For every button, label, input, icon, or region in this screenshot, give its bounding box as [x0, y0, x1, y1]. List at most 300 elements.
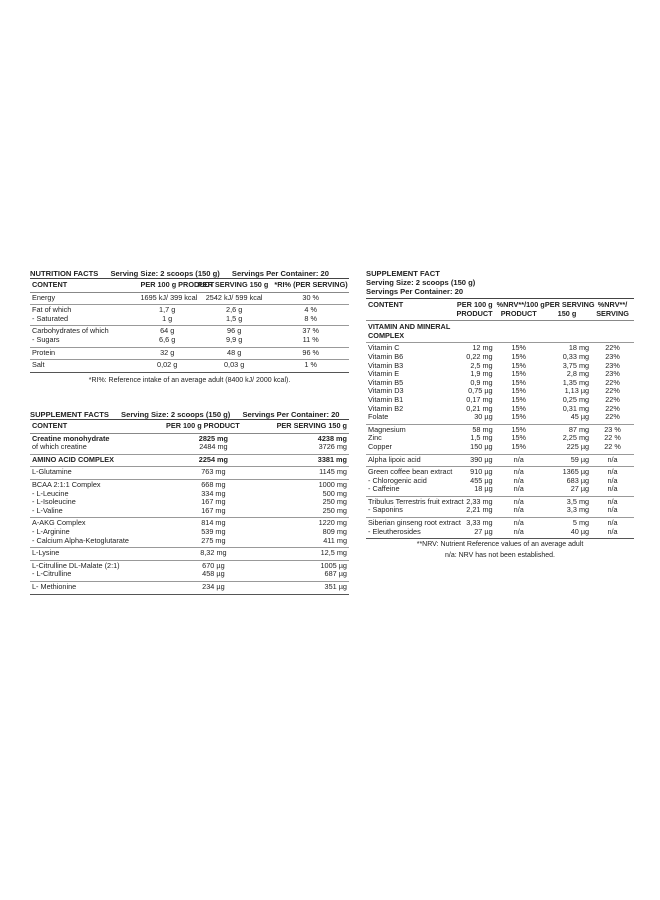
col-ri: *RI% (PER SERVING) [272, 279, 349, 293]
cell-line: 96 % [302, 347, 320, 357]
table-row [366, 518, 634, 539]
cell-line: 18 mg [568, 343, 590, 353]
cell-line: 22% [605, 403, 620, 413]
supplement-fact-table [366, 298, 634, 539]
cell-line: 3,33 mg [466, 518, 493, 528]
col-per-serving: PER SERVING 150 g [263, 420, 349, 434]
cell-line: Alpha lipoic acid [368, 454, 421, 464]
table-cell [30, 560, 164, 581]
table-cell [30, 454, 164, 467]
cell-line: 27 µg [570, 484, 590, 494]
section-title-line-2: COMPLEX [368, 330, 405, 340]
table-cell [196, 326, 273, 347]
cell-line: 37 % [302, 326, 320, 336]
cell-line: 15% [511, 441, 527, 451]
col-per-serving: PER SERVING 150 g [543, 299, 591, 321]
table-cell [366, 424, 452, 454]
cell-line: 22% [605, 394, 620, 404]
table-row [30, 360, 349, 373]
cell-line: 12 mg [472, 343, 493, 353]
cell-line: 814 mg [201, 518, 226, 528]
col-nrv-100g: %NRV**/100 g PRODUCT [495, 299, 543, 321]
table-cell [591, 424, 634, 454]
cell-line: 45 µg [570, 412, 590, 422]
col-content: CONTENT [30, 279, 138, 293]
table-row [366, 467, 634, 497]
cell-line: Vitamin C [368, 343, 400, 353]
cell-line: 3726 mg [318, 442, 347, 452]
cell-line: n/a [513, 496, 524, 506]
cell-line: 390 µg [470, 454, 493, 464]
table-cell [452, 343, 495, 424]
cell-line: - Calcium Alpha-Ketoglutarate [32, 535, 129, 545]
supplement-facts-panel [30, 410, 349, 595]
cell-line: 809 mg [322, 526, 347, 536]
cell-line: - Saturated [32, 313, 69, 323]
cell-line: n/a [607, 526, 618, 536]
table-row [30, 560, 349, 581]
cell-line: 0,33 mg [562, 351, 590, 361]
cell-line: 167 mg [201, 505, 226, 515]
cell-line: 167 mg [201, 497, 226, 507]
cell-line: 234 µg [202, 581, 225, 591]
cell-line: 1000 mg [318, 479, 347, 489]
table-cell [543, 454, 591, 467]
cell-line: - L-Arginine [32, 526, 70, 536]
cell-line: Energy [32, 292, 56, 302]
cell-line: 2,6 g [226, 305, 243, 315]
cell-line: 4238 mg [317, 433, 347, 443]
cell-line: 150 µg [470, 441, 493, 451]
cell-line: 0,02 g [157, 360, 178, 370]
cell-line: Copper [368, 441, 392, 451]
cell-line: n/a [607, 496, 618, 506]
cell-line: 1365 µg [562, 467, 590, 477]
cell-line: 500 mg [322, 488, 347, 498]
table-cell [138, 305, 195, 326]
cell-line: 687 µg [324, 569, 347, 579]
cell-line: 1,7 g [159, 305, 176, 315]
table-row [366, 343, 634, 424]
nutrition-header [30, 269, 349, 278]
table-row [30, 347, 349, 360]
cell-line: 15% [511, 424, 527, 434]
cell-line: 0,22 mg [466, 351, 493, 361]
table-row [30, 326, 349, 347]
cell-line: 411 mg [323, 535, 347, 545]
cell-line: Siberian ginseng root extract [368, 518, 461, 528]
table-cell [495, 343, 543, 424]
supplement-table [30, 419, 349, 595]
cell-line: 30 % [302, 292, 320, 302]
table-row [30, 548, 349, 561]
table-cell [196, 360, 273, 373]
table-row [30, 305, 349, 326]
table-cell [495, 518, 543, 539]
table-cell [591, 343, 634, 424]
cell-line: of which creatine [32, 442, 87, 452]
cell-line: 1 % [304, 360, 317, 370]
cell-line: n/a [513, 484, 524, 494]
cell-line: 32 g [160, 347, 175, 357]
table-cell [30, 326, 138, 347]
table-cell [138, 326, 195, 347]
table-cell [164, 454, 263, 467]
col-per-serving: PER SERVING 150 g [196, 279, 273, 293]
cell-line: - Sugars [32, 334, 60, 344]
cell-line: Carbohydrates of which [32, 326, 109, 336]
nutrition-servings-per-container: Servings Per Container: 20 [231, 269, 329, 278]
col-per-100g: PER 100 g PRODUCT [138, 279, 195, 293]
cell-line: 3,3 mg [566, 505, 590, 515]
na-footnote: n/a: NRV has not been established. [444, 551, 555, 559]
table-cell [495, 424, 543, 454]
cell-line: 2254 mg [198, 454, 229, 464]
cell-line: Vitamin E [368, 369, 400, 379]
cell-line: n/a [607, 505, 618, 515]
cell-line: 6,6 g [159, 334, 176, 344]
table-cell [366, 467, 452, 497]
table-cell [272, 360, 349, 373]
col-per-100g: PER 100 g PRODUCT [164, 420, 263, 434]
cell-line: L-Glutamine [32, 467, 72, 477]
cell-line: 15% [511, 403, 527, 413]
table-cell [164, 518, 263, 548]
cell-line: 0,31 mg [562, 403, 590, 413]
cell-line: 250 mg [322, 505, 347, 515]
table-cell [452, 467, 495, 497]
cell-line: 1,35 mg [562, 377, 590, 387]
cell-line: 4 % [304, 305, 317, 315]
cell-line: L-Citrulline DL-Malate (2:1) [32, 560, 120, 570]
nutrition-footnote: *RI%: Reference intake of an average adult (8400 kJ/ 2000 kcal). [88, 376, 291, 384]
table-cell [366, 518, 461, 539]
supplement-table-header [30, 420, 349, 434]
cell-line: 15% [511, 412, 527, 422]
cell-line: AMINO ACID COMPLEX [32, 454, 115, 464]
cell-line: L-Lysine [32, 548, 60, 558]
table-cell [543, 496, 591, 517]
section-title-line-1: VITAMIN AND MINERAL [368, 322, 451, 332]
cell-line: 0,03 g [224, 360, 245, 370]
table-cell [366, 454, 452, 467]
cell-line: 3381 mg [317, 454, 347, 464]
table-cell [164, 581, 263, 594]
table-cell [263, 467, 349, 480]
cell-line: 910 µg [470, 467, 493, 477]
cell-line: A-AKG Complex [32, 518, 86, 528]
cell-line: 22% [605, 386, 620, 396]
cell-line: 9,9 g [226, 334, 243, 344]
cell-line: 0,17 mg [466, 394, 493, 404]
cell-line: 0,75 µg [468, 386, 493, 396]
cell-line: Tribulus Terrestris fruit extract [368, 496, 464, 506]
cell-line: Vitamin B2 [368, 403, 404, 413]
cell-line: 23 % [604, 424, 621, 434]
cell-line: n/a [607, 467, 618, 477]
cell-line: 1695 kJ/ 399 kcal [140, 292, 198, 302]
table-row [30, 518, 349, 548]
cell-line: n/a [513, 475, 524, 485]
cell-line: 763 mg [201, 467, 226, 477]
cell-line: 40 µg [570, 526, 590, 536]
table-cell [272, 292, 349, 305]
cell-line: Magnesium [368, 424, 406, 434]
table-cell [164, 433, 263, 454]
table-cell [263, 560, 349, 581]
cell-line: n/a [607, 475, 618, 485]
cell-line: 250 mg [322, 497, 347, 507]
cell-line: 15% [511, 377, 527, 387]
table-cell [263, 479, 349, 517]
cell-line: 455 µg [470, 475, 493, 485]
cell-line: 15% [511, 369, 527, 379]
cell-line: 225 µg [566, 441, 590, 451]
cell-line: 0,9 mg [470, 377, 493, 387]
table-cell [196, 347, 273, 360]
table-cell [164, 560, 263, 581]
table-row [366, 424, 634, 454]
cell-line: 351 µg [324, 581, 347, 591]
table-cell [366, 496, 464, 517]
table-row [30, 454, 349, 467]
table-cell [30, 292, 138, 305]
cell-line: 1,5 mg [470, 433, 493, 443]
cell-line: n/a [513, 518, 524, 528]
table-cell [591, 467, 634, 497]
cell-line: 539 mg [201, 526, 226, 536]
table-cell [196, 292, 273, 305]
cell-line: 2,5 mg [470, 360, 493, 370]
table-cell [495, 496, 543, 517]
table-cell [164, 548, 263, 561]
table-cell [272, 347, 349, 360]
cell-line: Green coffee bean extract [368, 467, 453, 477]
table-cell [543, 518, 591, 539]
cell-line: 23% [605, 360, 620, 370]
table-cell [30, 433, 164, 454]
table-cell [591, 454, 634, 467]
supplement-serving-size: Serving Size: 2 scoops (150 g) [121, 410, 231, 419]
cell-line: 23% [605, 369, 620, 379]
supplement-fact-panel [366, 269, 634, 560]
cell-line: - L-Leucine [32, 488, 69, 498]
cell-line: 668 mg [201, 479, 226, 489]
supplement-servings-per-container: Servings Per Container: 20 [242, 410, 340, 419]
cell-line: 22% [605, 377, 620, 387]
nutrition-facts-panel [30, 269, 349, 385]
cell-line: 1,5 g [226, 313, 243, 323]
cell-line: 2542 kJ/ 599 kcal [205, 292, 263, 302]
cell-line: 8,32 mg [200, 548, 227, 558]
supplement-fact-title: SUPPLEMENT FACT [366, 269, 440, 278]
table-cell [366, 343, 452, 424]
table-cell [495, 454, 543, 467]
cell-line: n/a [513, 505, 524, 515]
table-cell [30, 548, 164, 561]
table-row [30, 292, 349, 305]
cell-line: n/a [513, 454, 524, 464]
cell-line: 1145 mg [319, 467, 347, 477]
cell-line: 15% [511, 360, 527, 370]
cell-line: - Chlorogenic acid [368, 475, 427, 485]
cell-line: 1005 µg [320, 560, 347, 570]
cell-line: 22% [605, 343, 620, 353]
cell-line: 22% [605, 412, 620, 422]
table-cell [138, 347, 195, 360]
cell-line: Vitamin D3 [368, 386, 404, 396]
cell-line: L- Methionine [32, 581, 77, 591]
cell-line: Protein [32, 347, 56, 357]
cell-line: 2825 mg [198, 433, 229, 443]
table-cell [591, 518, 634, 539]
cell-line: 2,21 mg [466, 505, 493, 515]
table-cell [164, 479, 263, 517]
cell-line: 0,25 mg [562, 394, 590, 404]
cell-line: 15% [511, 343, 527, 353]
table-cell [138, 360, 195, 373]
cell-line: 0,21 mg [466, 403, 493, 413]
table-row [30, 467, 349, 480]
supplement-fact-serving-size: Serving Size: 2 scoops (150 g) [366, 278, 476, 287]
cell-line: 15% [511, 386, 527, 396]
table-cell [591, 496, 634, 517]
cell-line: 2484 mg [199, 442, 228, 452]
table-cell [164, 467, 263, 480]
cell-line: 683 µg [566, 475, 590, 485]
cell-line: - Saponins [368, 505, 403, 515]
cell-line: 59 µg [570, 454, 590, 464]
table-cell [30, 360, 138, 373]
cell-line: 22 % [604, 441, 621, 451]
table-cell [30, 581, 164, 594]
table-cell [196, 305, 273, 326]
table-cell [30, 479, 164, 517]
col-content: CONTENT [366, 299, 452, 321]
table-cell [30, 347, 138, 360]
table-cell [543, 343, 591, 424]
cell-line: Vitamin B3 [368, 360, 404, 370]
table-row [30, 479, 349, 517]
section-title-row [366, 321, 634, 343]
cell-line: - Eleutherosides [368, 526, 421, 536]
nutrition-table-header [30, 279, 349, 293]
cell-line: 2,25 mg [562, 433, 590, 443]
cell-line: 2,33 mg [466, 496, 493, 506]
cell-line: 18 µg [474, 484, 493, 494]
cell-line: 15% [511, 433, 527, 443]
nutrition-serving-size: Serving Size: 2 scoops (150 g) [110, 269, 220, 278]
table-cell [543, 467, 591, 497]
cell-line: n/a [607, 454, 618, 464]
nrv-footnote: **NRV: Nutrient Reference values of an average adult [416, 541, 584, 549]
cell-line: 12,5 mg [320, 548, 347, 558]
cell-line: 48 g [227, 347, 242, 357]
table-cell [30, 467, 164, 480]
table-cell [452, 424, 495, 454]
cell-line: 30 µg [474, 412, 493, 422]
table-cell [272, 305, 349, 326]
cell-line: 1220 mg [318, 518, 347, 528]
cell-line: 2,8 mg [566, 369, 590, 379]
cell-line: 15% [511, 351, 527, 361]
nutrition-title: NUTRITION FACTS [30, 269, 99, 278]
cell-line: n/a [513, 526, 524, 536]
cell-line: n/a [513, 467, 524, 477]
table-cell [543, 424, 591, 454]
cell-line: 15% [511, 394, 527, 404]
cell-line: 3,5 mg [566, 496, 590, 506]
table-row [30, 433, 349, 454]
cell-line: 11 % [302, 334, 319, 344]
cell-line: 96 g [227, 326, 242, 336]
table-cell [452, 454, 495, 467]
cell-line: n/a [607, 484, 618, 494]
cell-line: 22 % [604, 433, 621, 443]
table-row [30, 581, 349, 594]
cell-line: - L-Citrulline [32, 569, 72, 579]
cell-line: 58 mg [472, 424, 493, 434]
cell-line: Vitamin B5 [368, 377, 404, 387]
supplement-table-body [30, 433, 349, 594]
supplement-title: SUPPLEMENT FACTS [30, 410, 109, 419]
cell-line: - L-Isoleucine [32, 497, 76, 507]
cell-line: 670 µg [202, 560, 225, 570]
cell-line: 334 mg [201, 488, 226, 498]
table-cell [263, 433, 349, 454]
cell-line: Fat of which [32, 305, 72, 315]
supplement-fact-servings-per-container: Servings Per Container: 20 [366, 287, 464, 296]
cell-line: 1,9 mg [470, 369, 493, 379]
cell-line: 5 mg [572, 518, 590, 528]
table-cell [263, 518, 349, 548]
cell-line: 1,13 µg [564, 386, 590, 396]
cell-line: n/a [607, 518, 618, 528]
cell-line: 3,75 mg [562, 360, 590, 370]
supplement-fact-table-header [366, 299, 634, 321]
cell-line: 275 mg [201, 535, 226, 545]
cell-line: 87 mg [568, 424, 590, 434]
col-nrv-serving: %NRV**/ SERVING [591, 299, 634, 321]
cell-line: 27 µg [474, 526, 493, 536]
table-row [366, 496, 634, 517]
table-cell [30, 518, 164, 548]
cell-line: BCAA 2:1:1 Complex [32, 479, 101, 489]
table-cell [138, 292, 198, 305]
cell-line: - L-Valine [32, 505, 63, 515]
cell-line: 458 µg [202, 569, 225, 579]
table-cell [30, 305, 138, 326]
table-cell [263, 581, 349, 594]
cell-line: Salt [32, 360, 45, 370]
nutrition-table-body [30, 292, 349, 372]
col-content: CONTENT [30, 420, 164, 434]
cell-line: 8 % [304, 313, 317, 323]
cell-line: Folate [368, 412, 389, 422]
cell-line: 23% [605, 351, 620, 361]
cell-line: - Caffeine [368, 484, 400, 494]
cell-line: Vitamin B6 [368, 351, 404, 361]
supplement-fact-table-body [366, 321, 634, 539]
cell-line: Vitamin B1 [368, 394, 404, 404]
table-cell [263, 454, 349, 467]
table-cell [263, 548, 349, 561]
nutrition-table [30, 278, 349, 373]
cell-line: 64 g [160, 326, 175, 336]
cell-line: 1 g [162, 313, 173, 323]
supplement-header [30, 410, 349, 419]
col-per-100g: PER 100 g PRODUCT [452, 299, 495, 321]
